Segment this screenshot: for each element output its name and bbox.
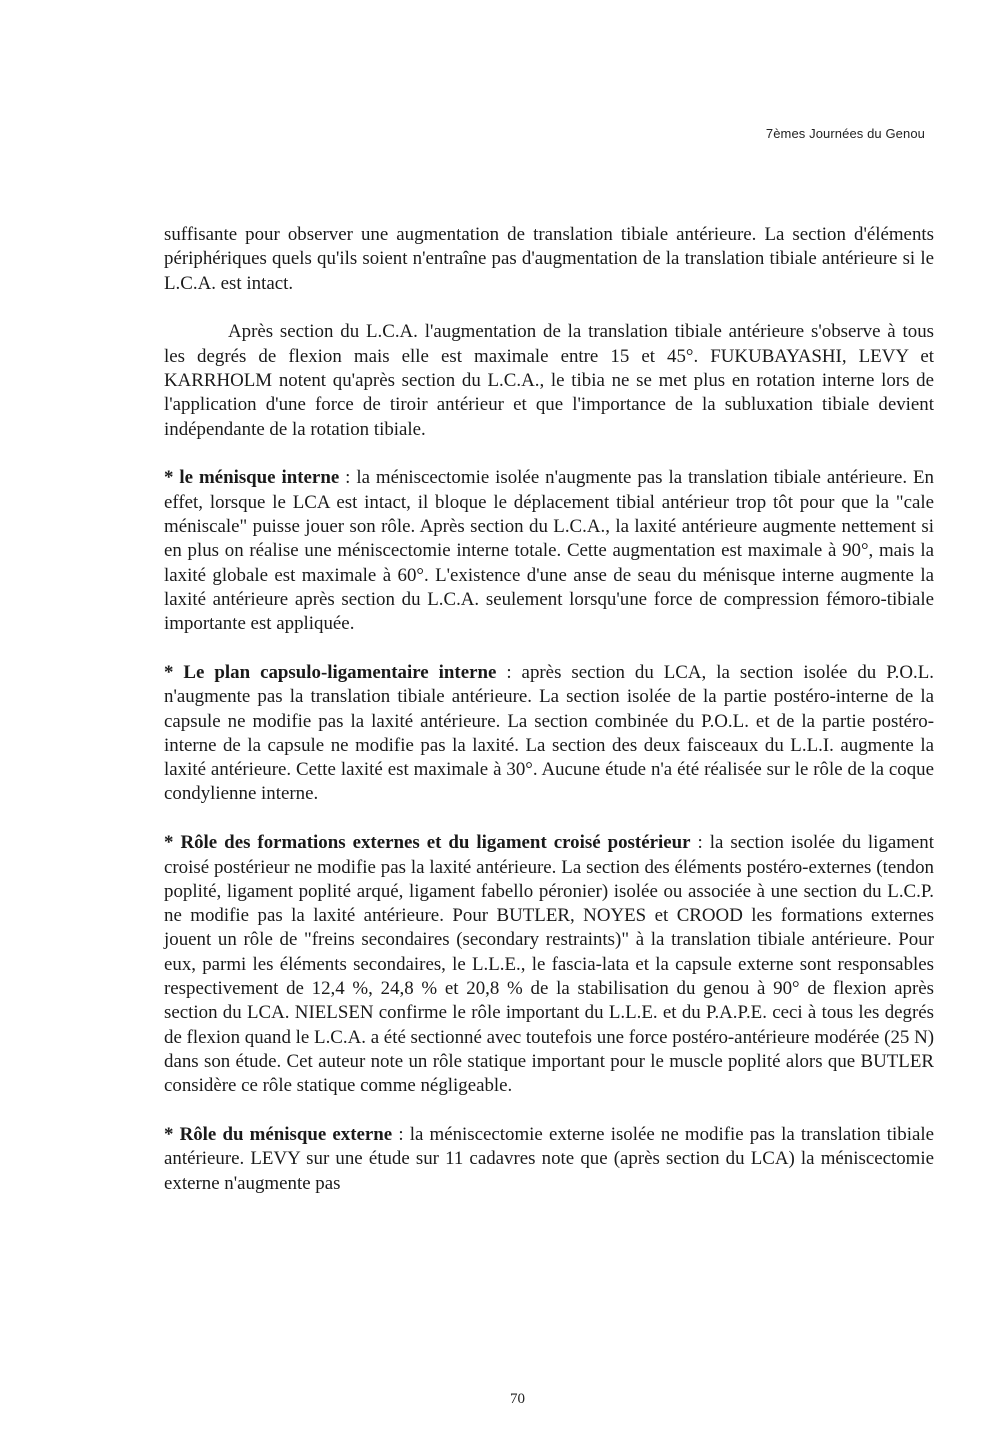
paragraph-text: Après section du L.C.A. l'augmentation de la translation tibiale antérieure s'observe à tous les degrés de flexion mais elle est maximale entre 15 et 45°. FUKUBAYASHI, LEVY et KARRHOLM notent qu'après section du L.C.A., le tibia ne se met plus en rotation interne lors de l'application d'une force de tiroir antérieur et que l'importance de la subluxation tibiale devient indépendante de la rotation tibiale. bbox=[164, 321, 934, 440]
section-heading: * Rôle des formations externes et du ligament croisé postérieur bbox=[164, 832, 691, 854]
page-body bbox=[164, 223, 934, 1196]
paragraph-text: suffisante pour observer une augmentation de translation tibiale antérieure. La section d'éléments périphériques quels qu'ils soient n'entraîne pas d'augmentation de la translation tibiale antérieure si le L.C.A. est intact. bbox=[164, 224, 934, 294]
section-heading: * Rôle du ménisque externe bbox=[164, 1124, 393, 1145]
paragraph-text: : la méniscectomie isolée n'augmente pas la translation tibiale antérieure. En effet, lorsque le LCA est intact, il bloque le déplacement tibial antérieur trop tôt pour que la "cale méniscale" puisse jouer son rôle. Après section du L.C.A., la laxité antérieure augmente nettement si en plus on réalise une méniscectomie interne totale. Cette augmentation est maximale à 90°, mais la laxité globale est maximale à 60°. L'existence d'une anse de seau du ménisque interne augmente la laxité antérieure après section du L.C.A. seulement lorsqu'une force de compression fémoro-tibiale importante est appliquée. bbox=[164, 467, 935, 635]
paragraph-continuation bbox=[164, 223, 934, 296]
paragraph-menisque-interne bbox=[164, 466, 934, 636]
page-number: 70 bbox=[510, 1391, 525, 1407]
paragraph-menisque-externe bbox=[164, 1123, 934, 1196]
paragraph-text: : après section du LCA, la section isolée du P.O.L. n'augmente pas la translation tibiale antérieure. La section isolée de la partie postéro-interne de la capsule ne modifie pas la laxité antérieure. La section combinée du P.O.L. et de la partie postéro-interne de la capsule ne modifie pas la laxité. La section des deux faisceaux du L.L.I. augmente la laxité antérieure. Cette laxité est maximale à 30°. Aucune étude n'a été réalisée sur le rôle de la coque condylienne interne. bbox=[164, 661, 934, 805]
section-heading: * Le plan capsulo-ligamentaire interne bbox=[164, 661, 497, 683]
paragraph-text: : la section isolée du ligament croisé postérieur ne modifie pas la laxité antérieure. La section des éléments postéro-externes (tendon poplité, ligament poplité arqué, ligament fabello péronier) isolée ou associée à une section du L.C.P. ne modifie pas la laxité antérieure. Pour BUTLER, NOYES et CROOD les formations externes jouent un rôle de "freins secondaires (secondary restraints)" à la translation tibiale antérieure. Pour eux, parmi les éléments secondaires, le L.L.E., le fascia-lata et la capsule externe sont responsables respectivement de 12,4 %, 24,8 % et 20,8 % de la stabilisation du genou à 90° de flexion après section du LCA. NIELSEN confirme le rôle important du L.L.E. et du P.A.P.E. ceci à tous les degrés de flexion quand le L.C.A. a été sectionné avec toutefois une force postéro-antérieure modérée (25 N) dans son étude. Cet auteur note un rôle statique important pour le muscle poplité alors que BUTLER considère ce rôle statique comme négligeable. bbox=[164, 832, 934, 1097]
paragraph-plan-capsulo-ligamentaire bbox=[164, 661, 934, 807]
paragraph-text: : la méniscectomie externe isolée ne modifie pas la translation tibiale antérieure. LEVY sur une étude sur 11 cadavres note que (après section du LCA) la méniscectomie externe n'augmente pas bbox=[164, 1124, 934, 1194]
section-heading: * le ménisque interne bbox=[164, 467, 340, 489]
paragraph-formations-externes bbox=[164, 831, 934, 1098]
running-header: 7èmes Journées du Genou bbox=[765, 126, 925, 141]
paragraph-lca-section bbox=[164, 320, 934, 441]
